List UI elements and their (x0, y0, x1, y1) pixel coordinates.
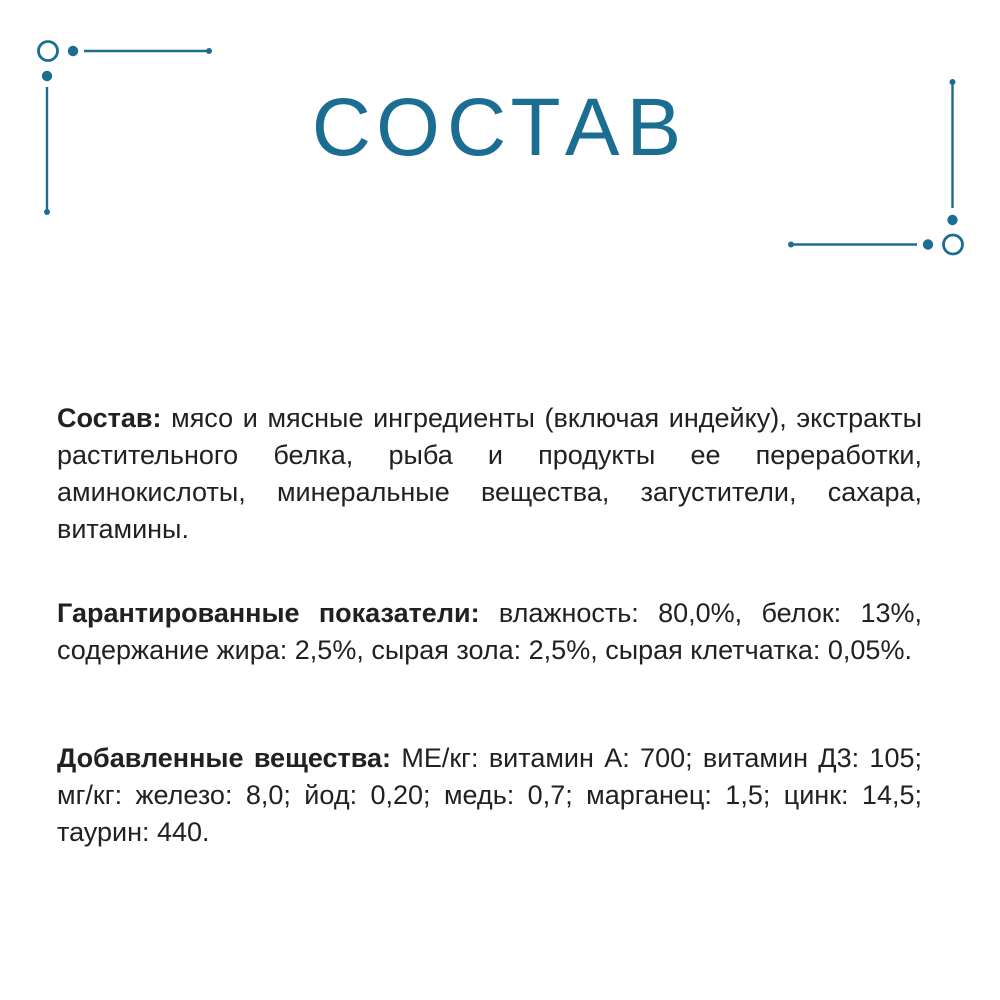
guaranteed-values-text: влажность: 80,0%, белок: 13%, содержание жира: 2,5%, сырая зола: 2,5%, сырая клетчатка: 0,05%. (57, 598, 922, 665)
additives-lead: Добавленные вещества: (57, 743, 392, 773)
additives-text: МЕ/кг: витамин А: 700; витамин Д3: 105; мг/кг: железо: 8,0; йод: 0,20; медь: 0,7; марганец: 1,5; цинк: 14,5; таурин: 440. (57, 743, 922, 847)
page-title: СОСТАВ (311, 82, 689, 173)
guaranteed-values-paragraph (57, 595, 922, 669)
guaranteed-values-lead: Гарантированные показатели: (57, 598, 480, 628)
composition-lead: Состав: (57, 403, 162, 433)
additives-paragraph (57, 740, 922, 851)
composition-paragraph (57, 400, 922, 548)
composition-text: мясо и мясные ингредиенты (включая индейку), экстракты растительного белка, рыба и продукты ее переработки, аминокислоты, минеральные вещества, загустители, сахара, витамины. (57, 403, 922, 544)
